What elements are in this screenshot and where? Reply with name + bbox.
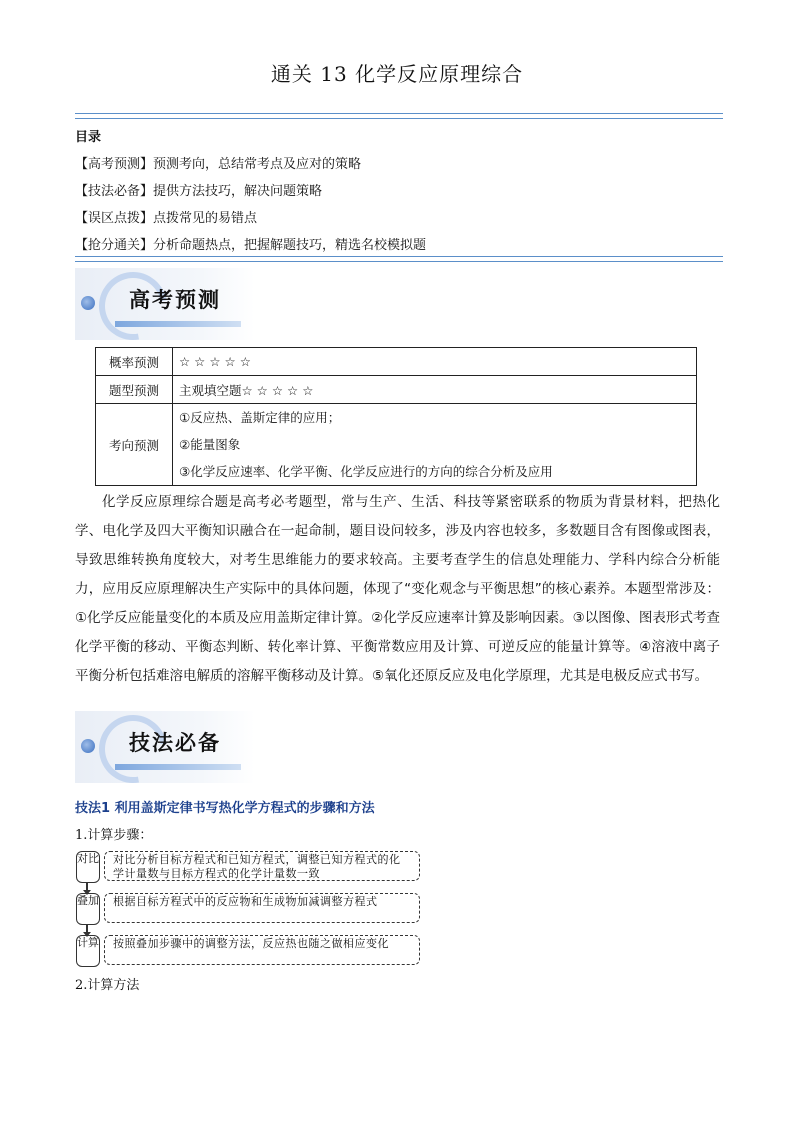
table-key: 概率预测 bbox=[96, 348, 173, 376]
direction-item: ②能量图象 bbox=[179, 437, 241, 452]
table-value: 主观填空题☆ ☆ ☆ ☆ ☆ bbox=[173, 376, 697, 404]
table-row bbox=[96, 376, 697, 404]
section-badge-label: 技法必备 bbox=[129, 731, 221, 755]
skill-heading: 技法1 利用盖斯定律书写热化学方程式的步骤和方法 bbox=[75, 801, 375, 816]
direction-item: ①反应热、盖斯定律的应用； bbox=[179, 410, 341, 425]
toc-item: 【抢分通关】分析命题热点，把握解题技巧，精选名校模拟题 bbox=[75, 238, 427, 253]
flow-node: 叠加 bbox=[76, 893, 100, 925]
table-row bbox=[96, 404, 697, 486]
flow-node: 对比 bbox=[76, 851, 100, 883]
flow-node: 计算 bbox=[76, 935, 100, 967]
flow-box: 对比分析目标方程式和已知方程式，调整已知方程式的化学计量数与目标方程式的化学计量数一致 bbox=[104, 851, 420, 881]
table-key: 考向预测 bbox=[96, 404, 173, 486]
table-value: ☆ ☆ ☆ ☆ ☆ bbox=[173, 348, 697, 376]
section-badge-techniques bbox=[75, 711, 255, 783]
flow-box: 根据目标方程式中的反应物和生成物加减调整方程式 bbox=[104, 893, 420, 923]
step-label: 2.计算方法 bbox=[75, 978, 140, 993]
toc-item: 【高考预测】预测考向，总结常考点及应对的策略 bbox=[75, 157, 362, 172]
table-key: 题型预测 bbox=[96, 376, 173, 404]
section-badge-prediction bbox=[75, 268, 255, 340]
section-badge-label: 高考预测 bbox=[129, 288, 221, 312]
table-row bbox=[96, 348, 697, 376]
dot-decoration-icon bbox=[81, 739, 95, 753]
arrow-down-icon bbox=[86, 925, 88, 933]
dot-decoration-icon bbox=[81, 296, 95, 310]
toc-item: 【技法必备】提供方法技巧，解决问题策略 bbox=[75, 184, 323, 199]
toc-heading: 目录 bbox=[75, 130, 102, 145]
page-title: 通关 13 化学反应原理综合 bbox=[270, 62, 524, 86]
toc-item: 【误区点拨】点拨常见的易错点 bbox=[75, 211, 258, 226]
arrow-down-icon bbox=[86, 883, 88, 891]
toc-divider bbox=[75, 256, 723, 262]
title-divider bbox=[75, 113, 723, 119]
calculation-flowchart bbox=[76, 851, 421, 966]
table-of-contents bbox=[75, 124, 725, 259]
step-label: 1.计算步骤： bbox=[75, 828, 153, 843]
direction-item: ③化学反应速率、化学平衡、化学反应进行的方向的综合分析及应用 bbox=[179, 464, 553, 479]
prediction-table bbox=[95, 347, 697, 486]
flow-box: 按照叠加步骤中的调整方法，反应热也随之做相应变化 bbox=[104, 935, 420, 965]
table-value bbox=[173, 404, 697, 486]
intro-paragraph: 化学反应原理综合题是高考必考题型，常与生产、生活、科技等紧密联系的物质为背景材料，把热化学、电化学及四大平衡知识融合在一起命制，题目设问较多，涉及内容也较多，多数题目含有图像或图表，导致思维转换角度较大，对考生思维能力的要求较高。主要考查学生的信息处理能力、学科内综合分析能力，应用反应原理解决生产实际中的具体问题，体现了“变化观念与平衡思想”的核心素养。本题型常涉及：①化学反应能量变化的本质及应用盖斯定律计算。②化学反应速率计算及影响因素。③以图像、图表形式考查化学平衡的移动、平衡态判断、转化率计算、平衡常数应用及计算、可逆反应的能量计算等。④溶液中离子平衡分析包括难溶电解质的溶解平衡移动及计算。⑤氧化还原反应及电化学原理，尤其是电极反应式书写。 bbox=[75, 494, 720, 684]
